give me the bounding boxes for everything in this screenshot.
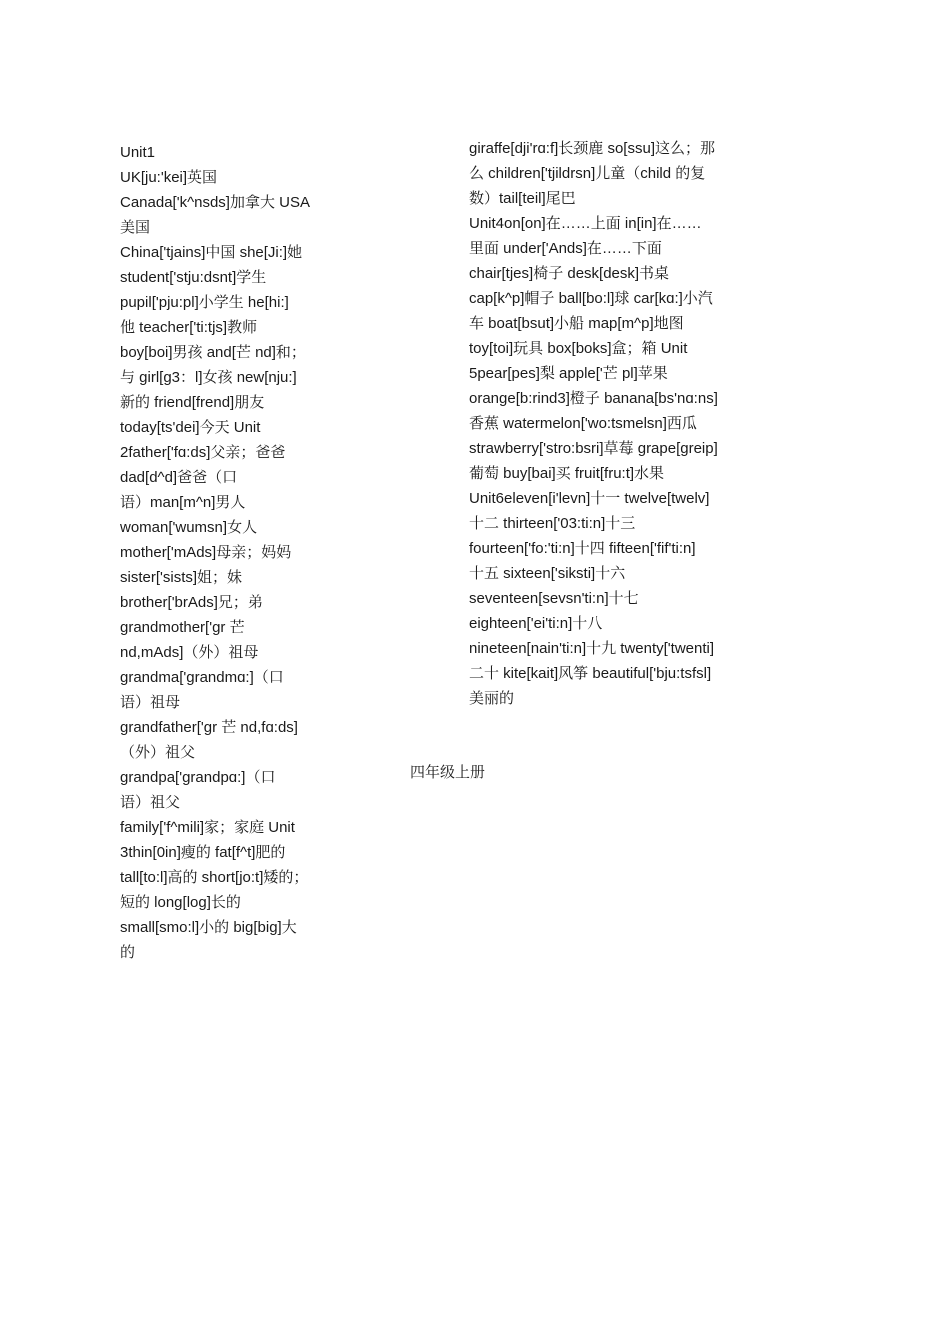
vocab-line: orange[b:rind3]橙子 banana[bs'nɑ:ns] (469, 390, 718, 407)
vocab-line: 么 children['tjildrsn]儿童（child 的复 (469, 165, 706, 182)
vocab-line: 语）祖母 (120, 694, 181, 711)
vocab-line: 新的 friend[frend]朋友 (120, 394, 265, 411)
vocab-line: toy[toi]玩具 box[boks]盒；箱 Unit (469, 340, 688, 357)
vocab-line: Unit6eleven[i'levn]十一 twelve[twelv] (469, 490, 710, 507)
vocab-line: 与 girl[g3：l]女孩 new[nju:] (120, 369, 297, 386)
vocab-line: fourteen['fo:'ti:n]十四 fifteen['fif'ti:n] (469, 540, 696, 557)
vocab-line: 车 boat[bsut]小船 map[m^p]地图 (469, 315, 684, 332)
vocab-line: grandpa['grandpɑ:]（口 (120, 769, 276, 786)
vocab-column-left (120, 140, 330, 965)
vocab-line: 2father['fɑ:ds]父亲；爸爸 (120, 444, 286, 461)
vocab-line: 3thin[0in]瘦的 fat[f^t]肥的 (120, 844, 286, 861)
vocab-line: grandfather['gr 芒 nd,fɑ:ds] (120, 719, 298, 736)
vocab-line: seventeen[sevsn'ti:n]十七 (469, 590, 639, 607)
vocab-line: dad[d^d]爸爸（口 (120, 469, 238, 486)
vocab-line: 短的 long[log]长的 (120, 894, 241, 911)
vocab-line: nd,mAds]（外）祖母 (120, 644, 259, 661)
vocab-line: 十五 sixteen['siksti]十六 (469, 565, 626, 582)
vocab-line: （外）祖父 (120, 744, 196, 761)
vocab-line: 美丽的 (469, 690, 515, 707)
vocab-line: strawberry['stro:bsri]草莓 grape[greip] (469, 440, 718, 457)
vocab-line: tall[to:l]高的 short[jo:t]矮的； (120, 869, 309, 886)
vocab-line: 香蕉 watermelon['wo:tsmelsn]西瓜 (469, 415, 697, 432)
vocab-line: China['tjains]中国 she[Ji:]她 (120, 244, 303, 261)
vocab-line: chair[tjes]椅子 desk[desk]书桌 (469, 265, 670, 282)
vocab-line: grandma['grandmɑ:]（口 (120, 669, 284, 686)
vocab-line: boy[boi]男孩 and[芒 nd]和； (120, 344, 306, 361)
vocab-line: 的 (120, 944, 136, 961)
vocab-line: Unit4on[on]在……上面 in[in]在…… (469, 215, 702, 232)
vocab-line: Unit1 (120, 144, 156, 161)
vocab-line: 语）man[m^n]男人 (120, 494, 246, 511)
vocab-line: small[smo:l]小的 big[big]大 (120, 919, 297, 936)
vocab-line: 里面 under['Ands]在……下面 (469, 240, 662, 257)
vocab-line: cap[k^p]帽子 ball[bo:l]球 car[kɑ:]小汽 (469, 290, 713, 307)
vocab-line: Canada['k^nsds]加拿大 USA (120, 194, 310, 211)
vocab-line: 数）tail[teil]尾巴 (469, 190, 576, 207)
vocab-line: 十二 thirteen['03:ti:n]十三 (469, 515, 636, 532)
vocab-line: mother['mAds]母亲；妈妈 (120, 544, 292, 561)
vocab-line: woman['wumsn]女人 (120, 519, 258, 536)
vocab-line: brother['brAds]兄；弟 (120, 594, 263, 611)
vocab-line: UK[ju:'kei]英国 (120, 169, 218, 186)
vocab-line: pupil['pju:pl]小学生 he[hi:] (120, 294, 289, 311)
vocab-line: giraffe[dji'rɑ:f]长颈鹿 so[ssu]这么；那 (469, 140, 715, 157)
vocab-line: 语）祖父 (120, 794, 181, 811)
vocab-line: today[ts'dei]今天 Unit (120, 419, 261, 436)
vocab-line: 美国 (120, 219, 151, 236)
vocab-line: 他 teacher['ti:tjs]教师 (120, 319, 258, 336)
vocab-line: student['stju:dsnt]学生 (120, 269, 267, 286)
vocab-line: family['f^mili]家；家庭 Unit (120, 819, 295, 836)
section-heading: 四年级上册 (410, 764, 486, 781)
vocab-line: eighteen['ei'ti:n]十八 (469, 615, 603, 632)
vocab-line: 二十 kite[kait]风筝 beautiful['bju:tsfsl] (469, 665, 712, 682)
vocab-line: 5pear[pes]梨 apple['芒 pl]苹果 (469, 365, 668, 382)
vocab-line: grandmother['gr 芒 (120, 619, 245, 636)
vocab-column-right (469, 136, 759, 711)
vocab-line: nineteen[nain'ti:n]十九 twenty['twenti] (469, 640, 715, 657)
vocab-line: sister['sists]姐；妹 (120, 569, 243, 586)
vocab-line: 葡萄 buy[bai]买 fruit[fru:t]水果 (469, 465, 665, 482)
